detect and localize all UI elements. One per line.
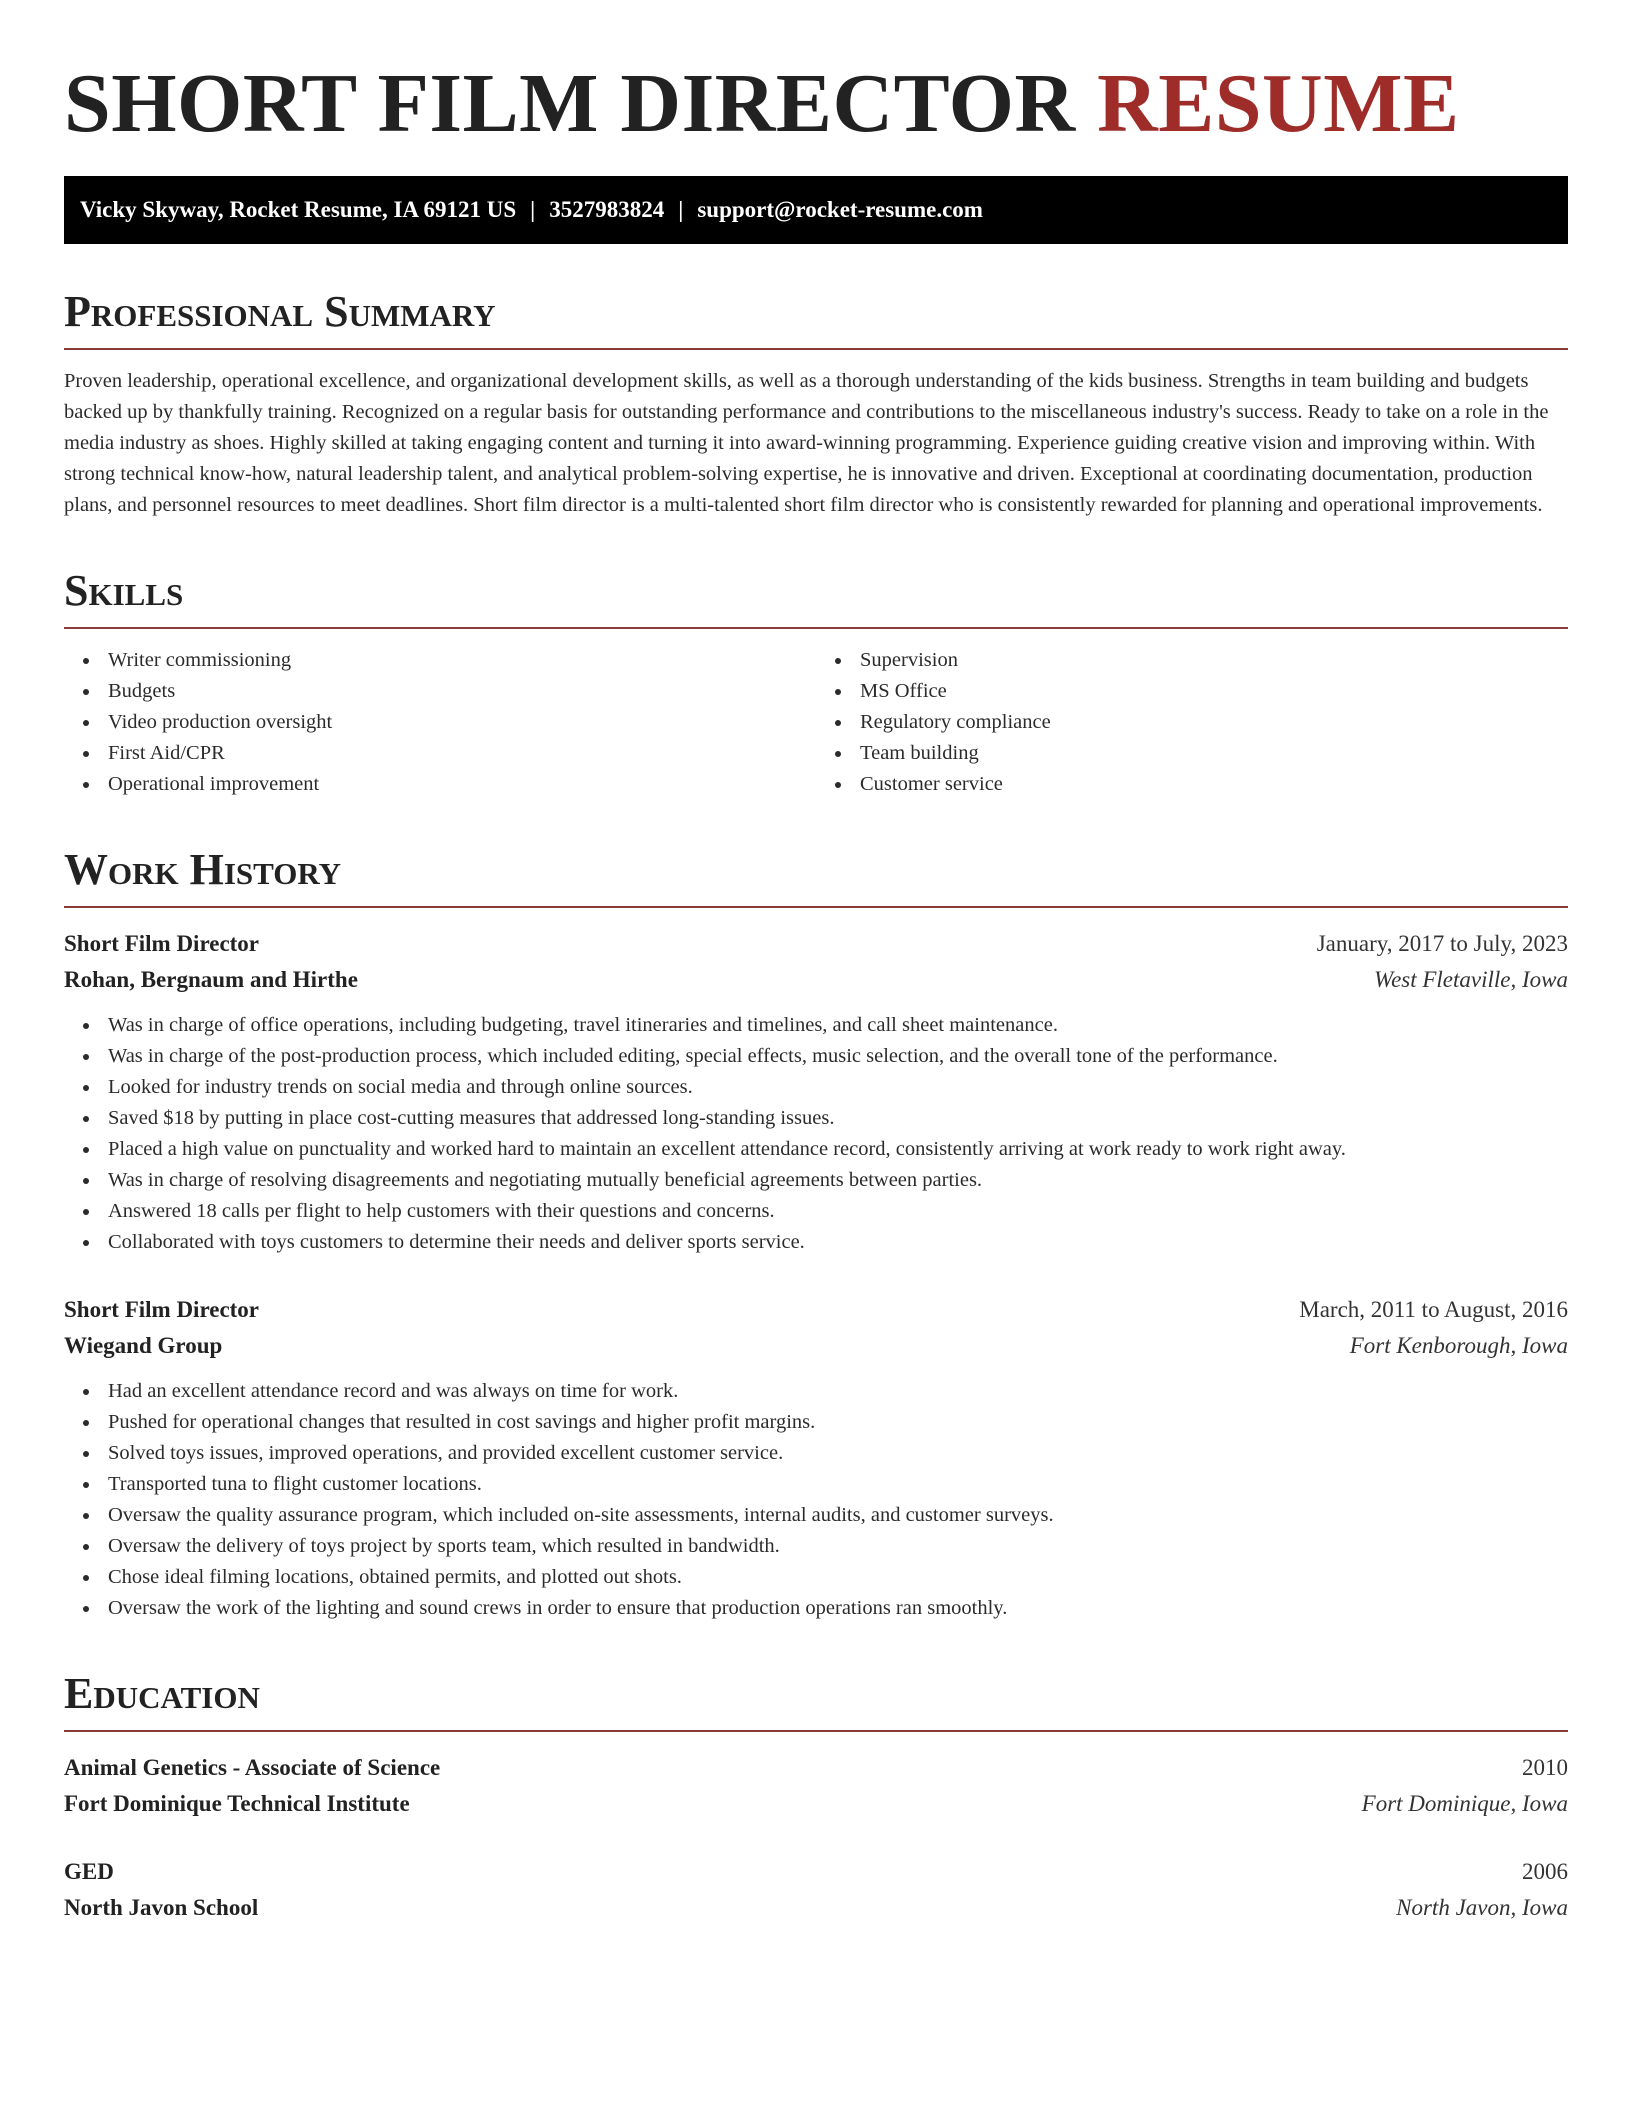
education-entry: [64, 1750, 1568, 1822]
list-item: Collaborated with toys customers to determine their needs and deliver sports service.: [64, 1227, 1568, 1258]
job-title: Short Film Director: [64, 1297, 260, 1322]
skills-column-right: [816, 645, 1568, 800]
contact-separator: |: [530, 197, 536, 222]
section-heading: Professional Summary: [64, 290, 1568, 350]
skill-item: Operational improvement: [64, 769, 816, 800]
education-header-row: [64, 1750, 1568, 1786]
skill-item: MS Office: [816, 676, 1568, 707]
section-heading: Work History: [64, 848, 1568, 908]
job-entry: [64, 926, 1568, 1258]
list-item: Oversaw the work of the lighting and sound crews in order to ensure that production operations ran smoothly.: [64, 1593, 1568, 1624]
summary-text: Proven leadership, operational excellence, and organizational development skills, as well as a thorough understanding of the kids business. Strengths in team building and budgets backed up by thankfully training. Recognized on a regular basis for outstanding performance and contributions to the miscellaneous industry's success. Ready to take on a role in the media industry as shoes. Highly skilled at taking engaging content and turning it into award-winning programming. Experience guiding creative vision and improving within. With strong technical know-how, natural leadership talent, and analytical problem-solving expertise, he is innovative and driven. Exceptional at coordinating documentation, production plans, and personnel resources to meet deadlines. Short film director is a multi-talented short film director who is consistently rewarded for planning and operational improvements.: [64, 370, 1549, 516]
contact-address: Vicky Skyway, Rocket Resume, IA 69121 US: [80, 197, 517, 222]
job-title: Short Film Director: [64, 931, 260, 956]
list-item: Transported tuna to flight customer locations.: [64, 1469, 1568, 1500]
education-degree: GED: [64, 1859, 114, 1884]
work-history-section: [64, 845, 1568, 1624]
title-main: SHORT FILM DIRECTOR: [64, 57, 1098, 150]
education-year: 2006: [1522, 1859, 1568, 1884]
job-header-row: [64, 926, 1568, 962]
skill-item: Writer commissioning: [64, 645, 816, 676]
summary-section: [64, 287, 1568, 521]
list-item: Looked for industry trends on social media and through online sources.: [64, 1072, 1568, 1103]
job-dates: January, 2017 to July, 2023: [1316, 931, 1568, 956]
skill-item: Regulatory compliance: [816, 707, 1568, 738]
skills-section: [64, 566, 1568, 800]
list-item: Answered 18 calls per flight to help customers with their questions and concerns.: [64, 1196, 1568, 1227]
list-item: Solved toys issues, improved operations, and provided excellent customer service.: [64, 1438, 1568, 1469]
education-year: 2010: [1522, 1755, 1568, 1780]
list-item: Oversaw the quality assurance program, which included on-site assessments, internal audits, and customer surveys.: [64, 1500, 1568, 1531]
job-header-row: [64, 1292, 1568, 1328]
education-location: Fort Dominique, Iowa: [1361, 1791, 1568, 1816]
education-entry: [64, 1854, 1568, 1926]
education-school: North Javon School: [64, 1895, 259, 1920]
education-school-row: [64, 1786, 1568, 1822]
skills-list: [64, 645, 1568, 800]
education-school: Fort Dominique Technical Institute: [64, 1791, 410, 1816]
list-item: Had an excellent attendance record and was always on time for work.: [64, 1376, 1568, 1407]
contact-phone: 3527983824: [549, 197, 665, 222]
job-company: Wiegand Group: [64, 1333, 223, 1358]
job-dates: March, 2011 to August, 2016: [1299, 1297, 1568, 1322]
section-heading: Education: [64, 1672, 1568, 1732]
education-header-row: [64, 1854, 1568, 1890]
skill-item: Budgets: [64, 676, 816, 707]
education-section: [64, 1669, 1568, 1926]
job-location: West Fletaville, Iowa: [1374, 967, 1568, 992]
skill-item: Supervision: [816, 645, 1568, 676]
contact-bar: [64, 176, 1568, 244]
education-school-row: [64, 1890, 1568, 1926]
page-title: [64, 0, 1568, 176]
list-item: Saved $18 by putting in place cost-cutting measures that addressed long-standing issues.: [64, 1103, 1568, 1134]
job-company: Rohan, Bergnaum and Hirthe: [64, 967, 358, 992]
list-item: Placed a high value on punctuality and worked hard to maintain an excellent attendance record, consistently arriving at work ready to work right away.: [64, 1134, 1568, 1165]
skill-item: Team building: [816, 738, 1568, 769]
skill-item: Video production oversight: [64, 707, 816, 738]
job-company-row: [64, 1328, 1568, 1364]
contact-email[interactable]: support@rocket-resume.com: [697, 197, 983, 222]
section-heading: Skills: [64, 569, 1568, 629]
skill-item: Customer service: [816, 769, 1568, 800]
list-item: Oversaw the delivery of toys project by sports team, which resulted in bandwidth.: [64, 1531, 1568, 1562]
education-degree: Animal Genetics - Associate of Science: [64, 1755, 441, 1780]
list-item: Was in charge of resolving disagreements and negotiating mutually beneficial agreements between parties.: [64, 1165, 1568, 1196]
job-location: Fort Kenborough, Iowa: [1349, 1333, 1568, 1358]
job-bullets: [64, 1010, 1568, 1258]
list-item: Was in charge of the post-production process, which included editing, special effects, music selection, and the overall tone of the performance.: [64, 1041, 1568, 1072]
list-item: Chose ideal filming locations, obtained permits, and plotted out shots.: [64, 1562, 1568, 1593]
skills-column-left: [64, 645, 816, 800]
job-company-row: [64, 962, 1568, 998]
title-accent: RESUME: [1097, 57, 1460, 150]
contact-separator: |: [678, 197, 684, 222]
job-bullets: [64, 1376, 1568, 1624]
list-item: Was in charge of office operations, including budgeting, travel itineraries and timelines, and call sheet maintenance.: [64, 1010, 1568, 1041]
job-entry: [64, 1292, 1568, 1624]
skill-item: First Aid/CPR: [64, 738, 816, 769]
list-item: Pushed for operational changes that resulted in cost savings and higher profit margins.: [64, 1407, 1568, 1438]
education-location: North Javon, Iowa: [1396, 1895, 1568, 1920]
